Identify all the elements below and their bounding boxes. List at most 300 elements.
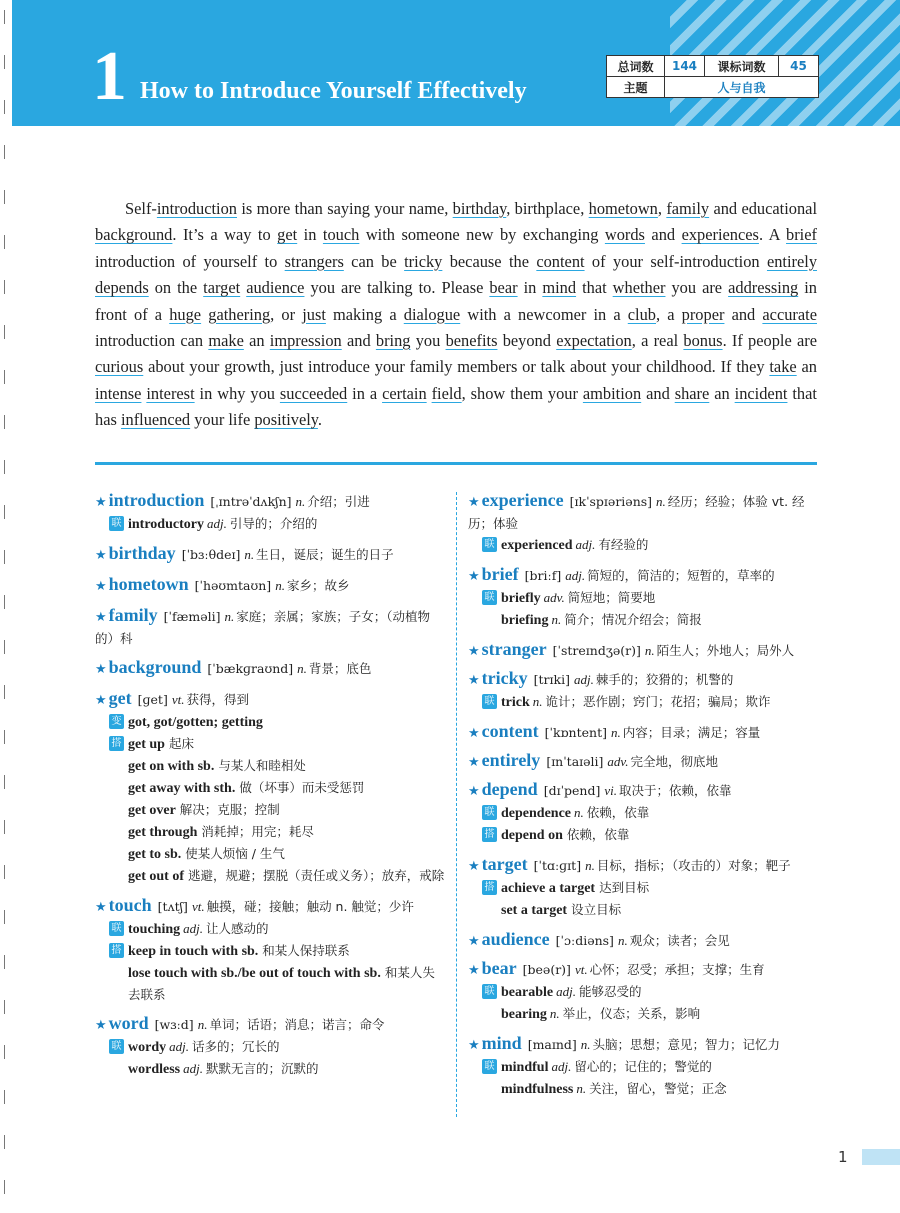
headword: family <box>108 605 158 625</box>
sub-definition: 能够忍受的 <box>578 984 642 999</box>
vocab-word-underlined: interest <box>146 383 195 403</box>
sub-entry <box>95 777 445 799</box>
margin-tick <box>4 460 5 474</box>
sub-entry <box>95 843 445 865</box>
margin-tick-marks <box>0 0 14 1213</box>
margin-tick <box>4 685 5 699</box>
headword: experience <box>481 490 564 510</box>
entry-head <box>468 490 820 534</box>
headword: word <box>108 1013 149 1033</box>
phonetic: [beə(r)] <box>522 962 571 977</box>
entry-head <box>95 657 445 680</box>
part-of-speech: n. <box>224 609 235 624</box>
star-icon: ★ <box>468 934 480 949</box>
page-number: 1 <box>838 1148 848 1166</box>
sub-word: set a target <box>501 903 568 918</box>
passage-text: you are <box>665 278 729 298</box>
sub-definition: 设立目标 <box>571 902 622 917</box>
sub-word: get over <box>128 803 176 818</box>
phonetic: [trɪki] <box>533 672 570 687</box>
vocab-word-underlined: entirely <box>766 251 818 271</box>
phonetic: [briːf] <box>524 568 562 583</box>
definition: 介绍；引进 <box>307 494 370 509</box>
definition: 单词；话语；消息；诺言；命令 <box>209 1017 385 1032</box>
vocab-word-underlined: club <box>627 304 656 324</box>
passage-text: , <box>657 199 667 218</box>
definition: 心怀；忍受；承担；支撑；生育 <box>589 962 765 977</box>
sub-entry <box>468 877 820 899</box>
word-stats-table <box>606 55 819 98</box>
definition: 触摸，碰；接触；触动 n. 触觉；少许 <box>206 899 414 914</box>
star-icon: ★ <box>468 644 480 659</box>
margin-tick <box>4 505 5 519</box>
entry-head <box>468 1033 820 1056</box>
vocab-word-underlined: experiences <box>681 225 759 245</box>
headword: target <box>481 854 528 874</box>
part-of-speech: vt. <box>191 899 205 914</box>
headword: touch <box>108 895 152 915</box>
sub-part-of-speech: n. <box>574 805 584 820</box>
sub-definition: 起床 <box>168 736 194 751</box>
tag-badge: 联 <box>109 921 124 936</box>
phonetic: [ˈbɜːθdeɪ] <box>181 547 241 562</box>
sub-definition: 简介；情况介绍会；简报 <box>564 612 702 627</box>
vocab-word-underlined: audience <box>246 278 305 298</box>
passage-text: introduction of yourself to <box>95 251 285 271</box>
vocab-word-underlined: content <box>536 251 585 271</box>
passage-text: with a newcomer in a <box>460 304 628 324</box>
margin-tick <box>4 145 5 159</box>
passage-text: Self- <box>125 199 157 218</box>
sub-part-of-speech: adj. <box>551 1059 572 1074</box>
sub-entry <box>468 691 820 713</box>
part-of-speech: n. <box>656 494 666 509</box>
sub-definition: 和某人保持联系 <box>262 943 350 958</box>
phonetic: [tʌtʃ] <box>157 899 188 914</box>
passage-text: , birthplace, <box>506 199 589 218</box>
phonetic: [wɜːd] <box>154 1017 194 1032</box>
total-words-value: 144 <box>665 56 705 77</box>
sub-entry <box>95 513 445 535</box>
vocab-word-underlined: introduction <box>156 199 237 218</box>
sub-word: got, got/gotten; getting <box>128 715 263 730</box>
sub-word: mindfulness <box>501 1082 574 1097</box>
margin-tick <box>4 1090 5 1104</box>
passage-text: is more than saying your name, <box>237 199 453 218</box>
passage-text: on the <box>148 278 204 298</box>
star-icon: ★ <box>468 495 480 510</box>
headword: get <box>108 688 132 708</box>
passage-text: an <box>796 357 817 377</box>
part-of-speech: n. <box>297 661 307 676</box>
definition: 观众；读者；会见 <box>629 933 730 948</box>
sub-word: bearing <box>501 1007 547 1022</box>
column-divider <box>456 492 457 1117</box>
margin-tick <box>4 775 5 789</box>
headword: introduction <box>108 490 205 510</box>
phonetic: [ɪkˈspɪəriəns] <box>569 494 653 509</box>
sub-entry <box>95 962 445 1005</box>
vocab-entry <box>468 668 820 713</box>
passage-text: you are talking to. Please <box>304 278 490 298</box>
passage-text: . <box>317 410 323 430</box>
vocab-entry <box>468 854 820 921</box>
entry-head <box>468 958 820 981</box>
sub-part-of-speech: adj. <box>183 1061 203 1076</box>
vocab-word-underlined: take <box>769 357 797 377</box>
vocab-word-underlined: positively <box>254 410 318 430</box>
margin-tick <box>4 10 5 24</box>
sub-word: touching <box>128 922 181 937</box>
margin-tick <box>4 55 5 69</box>
definition: 家庭；亲属；家族；子女；（动植物的）科 <box>95 609 430 646</box>
passage-text: . It’s a way to <box>172 225 278 245</box>
unit-number: 1 <box>92 38 127 115</box>
sub-word: wordy <box>128 1040 167 1055</box>
entry-head <box>95 605 445 649</box>
tag-badge: 搭 <box>482 827 497 842</box>
sub-definition: 消耗掉；用完；耗尽 <box>201 824 314 839</box>
passage-text: in why you <box>194 383 280 403</box>
sub-entry <box>95 821 445 843</box>
tag-badge: 联 <box>482 590 497 605</box>
vocab-word-underlined: words <box>604 225 645 245</box>
definition: 目标，指标；（攻击的）对象；靶子 <box>596 858 791 873</box>
vocab-word-underlined: just <box>302 304 326 324</box>
definition: 内容；目录；满足；容量 <box>622 725 761 740</box>
sub-word: lose touch with sb./be out of touch with sb. <box>128 966 381 981</box>
definition: 完全地，彻底地 <box>630 754 718 769</box>
passage-text: introduction can <box>95 331 209 351</box>
sub-definition: 有经验的 <box>598 537 649 552</box>
vocab-word-underlined: accurate <box>762 304 817 324</box>
vocab-entry <box>468 639 820 662</box>
passage-text: , a <box>656 304 682 324</box>
sub-entry <box>468 587 820 609</box>
passage-text: and educational <box>709 199 818 218</box>
sub-entry <box>95 711 445 733</box>
entry-head <box>468 668 820 691</box>
entry-head <box>468 564 820 587</box>
sub-definition: 举止，仪态；关系，影响 <box>562 1006 701 1021</box>
sub-definition: 依赖，依靠 <box>566 827 630 842</box>
definition: 生日，诞辰；诞生的日子 <box>256 547 394 562</box>
vocab-entry <box>95 574 445 597</box>
vocab-entry <box>468 779 820 846</box>
vocab-column-right <box>468 490 820 1100</box>
headword: background <box>108 657 202 677</box>
passage-text: . If people are <box>722 331 817 351</box>
vocab-word-underlined: make <box>208 331 244 351</box>
theme-value: 人与自我 <box>665 77 819 98</box>
passage-text: making a <box>325 304 404 324</box>
sub-word: achieve a target <box>501 881 596 896</box>
vocab-word-underlined: proper <box>681 304 725 324</box>
sub-entry <box>468 981 820 1003</box>
vocab-word-underlined: impression <box>269 331 342 351</box>
vocab-word-underlined: target <box>203 278 241 298</box>
phonetic: [ˈstreɪndʒə(r)] <box>552 643 641 658</box>
headword: tricky <box>481 668 528 688</box>
sub-definition: 关注，留心，警觉；正念 <box>589 1081 727 1096</box>
vocab-word-underlined: birthday <box>452 199 507 218</box>
sub-part-of-speech: adj. <box>206 516 227 531</box>
sub-word: mindful <box>501 1060 549 1075</box>
sub-definition: 诡计；恶作剧；窍门；花招；骗局；欺诈 <box>545 694 771 709</box>
vocab-word-underlined: ambition <box>582 383 642 403</box>
entry-head <box>95 574 445 597</box>
margin-tick <box>4 910 5 924</box>
vocab-entry <box>95 605 445 649</box>
part-of-speech: n. <box>580 1037 591 1052</box>
star-icon: ★ <box>468 569 480 584</box>
passage-text: and <box>724 304 763 324</box>
sub-definition: 默默无言的；沉默的 <box>206 1061 319 1076</box>
margin-tick <box>4 550 5 564</box>
passage-text: an <box>243 331 270 351</box>
passage-text: with someone new by exchanging <box>359 225 605 245</box>
passage-text: you <box>410 331 446 351</box>
vocab-word-underlined: benefits <box>445 331 498 351</box>
passage-text: of your self-introduction <box>584 251 767 271</box>
sub-definition: 达到目标 <box>599 880 650 895</box>
definition: 取决于；依赖，依靠 <box>618 783 732 798</box>
margin-tick <box>4 1045 5 1059</box>
sub-word: briefly <box>501 591 541 606</box>
sub-word: get out of <box>128 869 184 884</box>
passage-text: that has <box>95 383 817 430</box>
vocab-word-underlined: incident <box>734 383 788 403</box>
vocab-word-underlined: get <box>277 225 298 245</box>
sub-definition: 话多的；冗长的 <box>192 1039 280 1054</box>
sub-definition: 留心的；记住的；警觉的 <box>574 1059 712 1074</box>
phonetic: [dɪˈpend] <box>543 783 601 798</box>
tag-badge: 联 <box>482 805 497 820</box>
star-icon: ★ <box>95 610 107 625</box>
part-of-speech: n. <box>197 1017 208 1032</box>
vocab-word-underlined: addressing <box>728 278 799 298</box>
headword: audience <box>481 929 550 949</box>
definition: 背景；底色 <box>308 661 372 676</box>
entry-head <box>95 490 445 513</box>
vocab-word-underlined: huge <box>169 304 202 324</box>
vocab-entry <box>95 1013 445 1080</box>
page-number-bar <box>862 1149 900 1165</box>
passage-text: . A <box>758 225 787 245</box>
passage-text: can be <box>343 251 405 271</box>
vocab-word-underlined: expectation <box>556 331 632 351</box>
sub-part-of-speech: adj. <box>169 1039 189 1054</box>
vocab-word-underlined: bear <box>489 278 518 298</box>
sub-part-of-speech: adj. <box>183 921 203 936</box>
vocab-column-left <box>95 490 445 1080</box>
sub-entry <box>95 1058 445 1080</box>
vocab-entry <box>468 490 820 556</box>
section-divider-rule <box>95 462 817 465</box>
part-of-speech: vi. <box>604 783 617 798</box>
vocab-word-underlined: certain <box>382 383 427 403</box>
definition: 头脑；思想；意见；智力；记忆力 <box>592 1037 781 1052</box>
margin-tick <box>4 415 5 429</box>
vocab-word-underlined: field <box>431 383 462 403</box>
tag-badge: 变 <box>109 714 124 729</box>
sub-entry <box>468 609 820 631</box>
part-of-speech: n. <box>644 643 655 658</box>
margin-tick <box>4 1000 5 1014</box>
sub-word: experienced <box>501 538 573 553</box>
passage-text: and <box>644 225 682 245</box>
vocab-entry <box>468 721 820 744</box>
passage-text: in front of a <box>95 278 817 324</box>
margin-tick <box>4 100 5 114</box>
vocab-entry <box>95 688 445 887</box>
sub-entry <box>468 1078 820 1100</box>
sub-definition: 依赖，依靠 <box>586 805 650 820</box>
headword: entirely <box>481 750 541 770</box>
margin-tick <box>4 865 5 879</box>
vocab-entry <box>95 895 445 1005</box>
margin-tick <box>4 1135 5 1149</box>
tag-badge: 联 <box>109 516 124 531</box>
definition: 经历；经验；体验 vt. 经历；体验 <box>468 494 805 531</box>
sub-word: keep in touch with sb. <box>128 944 259 959</box>
margin-tick <box>4 595 5 609</box>
vocab-word-underlined: brief <box>786 225 817 245</box>
sub-entry <box>95 918 445 940</box>
tag-badge: 联 <box>482 1059 497 1074</box>
part-of-speech: n. <box>617 933 628 948</box>
sub-word: get through <box>128 825 198 840</box>
margin-tick <box>4 235 5 249</box>
vocab-entry <box>468 1033 820 1100</box>
phonetic: [ˈhəʊmtaʊn] <box>194 578 272 593</box>
star-icon: ★ <box>468 726 480 741</box>
passage-text: about your growth, just introduce your family members or talk about your childhood. If they <box>143 357 770 377</box>
vocab-entry <box>95 543 445 566</box>
vocab-word-underlined: depends <box>95 278 149 298</box>
star-icon: ★ <box>95 693 107 708</box>
star-icon: ★ <box>468 859 480 874</box>
passage-text: beyond <box>497 331 557 351</box>
definition: 简短的，简洁的；短暂的，草率的 <box>587 568 775 583</box>
vocab-entry <box>468 564 820 631</box>
sub-entry <box>95 733 445 755</box>
sub-entry <box>95 799 445 821</box>
sub-entry <box>95 940 445 962</box>
vocab-word-underlined: share <box>674 383 710 403</box>
margin-tick <box>4 820 5 834</box>
vocab-word-underlined: family <box>666 199 710 218</box>
tag-badge: 联 <box>109 1039 124 1054</box>
definition: 棘手的；狡猾的；机警的 <box>595 672 734 687</box>
star-icon: ★ <box>95 662 107 677</box>
entry-head <box>468 721 820 744</box>
vocab-entry <box>468 929 820 952</box>
star-icon: ★ <box>468 673 480 688</box>
margin-tick <box>4 190 5 204</box>
passage-text: an <box>709 383 735 403</box>
margin-tick <box>4 1180 5 1194</box>
part-of-speech: adj. <box>573 672 594 687</box>
vocab-entry <box>468 958 820 1025</box>
vocab-word-underlined: succeeded <box>279 383 348 403</box>
phonetic: [ɡet] <box>137 692 168 707</box>
margin-tick <box>4 325 5 339</box>
curriculum-words-label: 课标词数 <box>705 56 779 77</box>
vocab-word-underlined: strangers <box>284 251 344 271</box>
vocab-word-underlined: hometown <box>588 199 658 218</box>
theme-label: 主题 <box>607 77 665 98</box>
vocab-word-underlined: curious <box>95 357 144 377</box>
sub-definition: 与某人和睦相处 <box>218 758 306 773</box>
part-of-speech: vt. <box>574 962 588 977</box>
sub-definition: 和某人失去联系 <box>128 965 435 1002</box>
tag-badge: 联 <box>482 537 497 552</box>
sub-part-of-speech: n. <box>532 694 543 709</box>
definition: 陌生人；外地人；局外人 <box>656 643 795 658</box>
margin-tick <box>4 730 5 744</box>
margin-tick <box>4 280 5 294</box>
vocab-word-underlined: background <box>95 225 173 245</box>
sub-entry <box>468 1056 820 1078</box>
sub-definition: 简短地；简要地 <box>567 590 656 605</box>
unit-title: How to Introduce Yourself Effectively <box>140 78 527 104</box>
part-of-speech: adv. <box>607 754 629 769</box>
sub-word: get to sb. <box>128 847 182 862</box>
vocab-word-underlined: bring <box>375 331 411 351</box>
headword: bear <box>481 958 517 978</box>
sub-definition: 使某人烦恼 / 生气 <box>185 846 285 861</box>
tag-badge: 联 <box>482 984 497 999</box>
passage-text: because the <box>442 251 537 271</box>
phonetic: [ɪnˈtaɪəli] <box>546 754 604 769</box>
sub-word: dependence <box>501 806 571 821</box>
sub-entry <box>468 824 820 846</box>
star-icon: ★ <box>468 784 480 799</box>
sub-definition: 引导的；介绍的 <box>229 516 318 531</box>
part-of-speech: n. <box>244 547 255 562</box>
vocab-entry <box>95 657 445 680</box>
part-of-speech: n. <box>295 494 306 509</box>
part-of-speech: n. <box>585 858 595 873</box>
entry-head <box>95 543 445 566</box>
sub-word: get on with sb. <box>128 759 215 774</box>
sub-word: introductory <box>128 517 204 532</box>
sub-part-of-speech: adj. <box>575 537 596 552</box>
reading-passage <box>95 196 817 434</box>
phonetic: [ˈfæməli] <box>163 609 221 624</box>
sub-entry <box>95 1036 445 1058</box>
vocab-entry <box>468 750 820 773</box>
sub-definition: 做（坏事）而未受惩罚 <box>239 780 365 795</box>
part-of-speech: n. <box>610 725 621 740</box>
passage-text: in <box>517 278 543 298</box>
passage-text: , show them your <box>461 383 583 403</box>
margin-tick <box>4 955 5 969</box>
part-of-speech: n. <box>275 578 285 593</box>
headword: depend <box>481 779 538 799</box>
passage-text: , or <box>270 304 303 324</box>
part-of-speech: vt. <box>171 692 185 707</box>
star-icon: ★ <box>95 548 107 563</box>
sub-entry <box>468 899 820 921</box>
passage-text: in a <box>347 383 383 403</box>
phonetic: [ˌɪntrəˈdʌkʃn] <box>210 494 292 509</box>
phonetic: [ˈtɑːɡɪt] <box>533 858 582 873</box>
sub-word: depend on <box>501 828 563 843</box>
vocab-word-underlined: influenced <box>120 410 191 430</box>
passage-text: in <box>297 225 323 245</box>
